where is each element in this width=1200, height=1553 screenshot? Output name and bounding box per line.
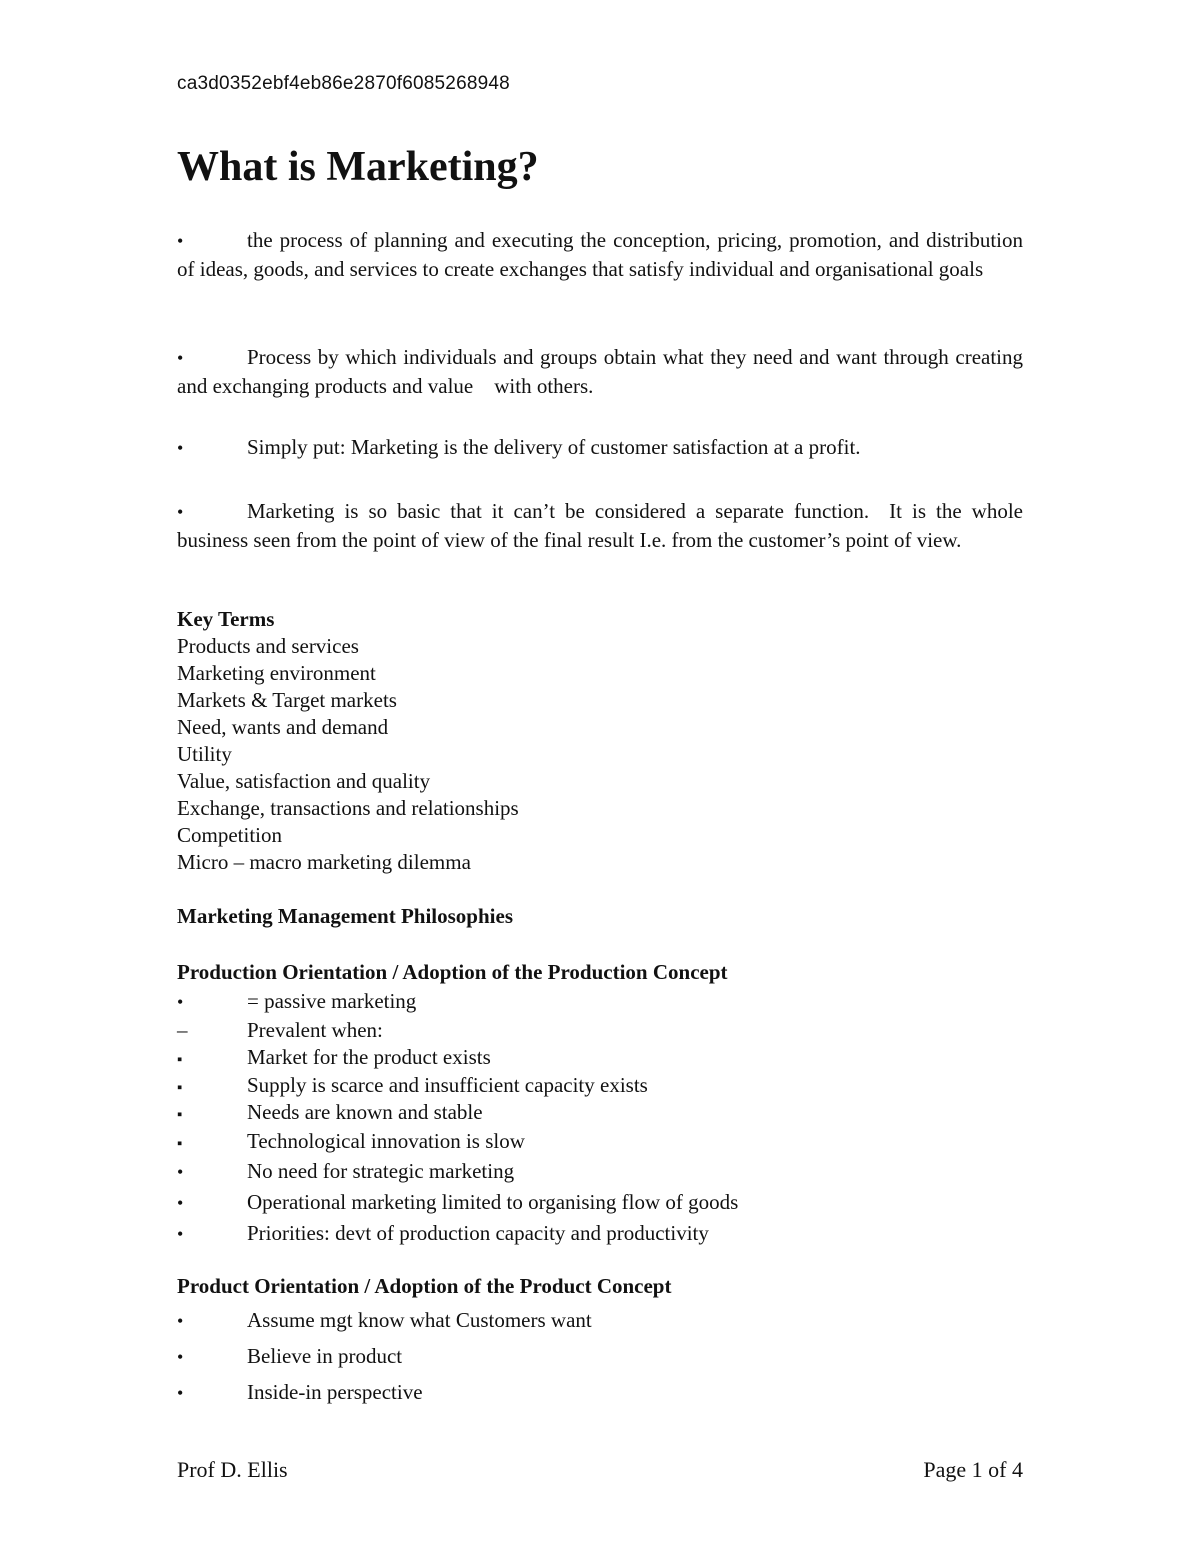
key-term-item: Products and services — [177, 634, 359, 658]
key-terms-heading: Key Terms — [177, 607, 275, 631]
list-item — [177, 1302, 1023, 1338]
dash-icon: – — [177, 1018, 188, 1042]
bullet-icon: • — [177, 348, 184, 368]
bullet-icon: • — [177, 502, 184, 522]
product-orientation-heading: Product Orientation / Adoption of the Product Concept — [177, 1274, 672, 1298]
production-orientation-section — [177, 959, 1023, 1249]
list-item-text: Needs are known and stable — [247, 1100, 483, 1124]
list-item-text: Technological innovation is slow — [247, 1129, 525, 1153]
key-term-item: Need, wants and demand — [177, 715, 389, 739]
key-terms-section — [177, 606, 1023, 876]
definition-text: Marketing is so basic that it can’t be considered a separate function. It is the whole business seen from the point of view of the final result I.e. from the customer’s point of view. — [177, 499, 1029, 552]
philosophies-heading: Marketing Management Philosophies — [177, 904, 513, 928]
footer-author: Prof D. Ellis — [177, 1457, 288, 1482]
list-item-text: Inside-in perspective — [247, 1380, 423, 1404]
list-item — [177, 1071, 1023, 1099]
key-term-item: Competition — [177, 823, 282, 847]
bullet-icon: • — [177, 231, 184, 251]
definition-paragraph — [177, 226, 1023, 283]
definition-text: Simply put: Marketing is the delivery of customer satisfaction at a profit. — [247, 435, 861, 459]
list-item — [177, 1218, 1023, 1249]
definition-text: the process of planning and executing the conception, pricing, promotion, and distribution of ideas, goods, and services to create exchanges that satisfy individual and organisational goals — [177, 228, 1023, 281]
list-item — [177, 1338, 1023, 1374]
key-term-item: Marketing environment — [177, 661, 376, 685]
definition-paragraph — [177, 433, 1023, 462]
key-term-item: Exchange, transactions and relationships — [177, 796, 519, 820]
page-title: What is Marketing? — [177, 144, 539, 190]
key-term-item: Utility — [177, 742, 232, 766]
bullet-icon: • — [177, 1383, 184, 1403]
list-item-text: Prevalent when: — [247, 1018, 383, 1042]
bullet-icon: • — [177, 1193, 184, 1213]
production-orientation-heading: Production Orientation / Adoption of the Production Concept — [177, 960, 728, 984]
document-id: ca3d0352ebf4eb86e2870f6085268948 — [177, 73, 510, 94]
square-bullet-icon: ▪ — [177, 1080, 183, 1096]
list-item-text: No need for strategic marketing — [247, 1159, 515, 1183]
philosophies-section — [177, 903, 1023, 930]
key-term-item: Value, satisfaction and quality — [177, 769, 431, 793]
square-bullet-icon: ▪ — [177, 1052, 183, 1068]
definition-paragraph — [177, 343, 1029, 400]
list-item-text: Assume mgt know what Customers want — [247, 1308, 592, 1332]
list-item-text: Operational marketing limited to organising flow of goods — [247, 1190, 739, 1214]
list-item-text: = passive marketing — [247, 989, 417, 1013]
footer-page-number: Page 1 of 4 — [923, 1457, 1023, 1482]
definition-paragraph — [177, 497, 1029, 554]
bullet-icon: • — [177, 1224, 184, 1244]
list-item — [177, 1187, 1023, 1218]
bullet-icon: • — [177, 1311, 184, 1331]
square-bullet-icon: ▪ — [177, 1107, 183, 1123]
key-term-item: Markets & Target markets — [177, 688, 397, 712]
list-item — [177, 1017, 1023, 1044]
bullet-icon: • — [177, 1347, 184, 1367]
list-item — [177, 1099, 1023, 1126]
list-item — [177, 1126, 1023, 1156]
bullet-icon: • — [177, 992, 184, 1012]
product-orientation-section — [177, 1273, 1023, 1410]
list-item — [177, 1156, 1023, 1187]
list-item — [177, 1044, 1023, 1071]
bullet-icon: • — [177, 438, 184, 458]
definition-text: Process by which individuals and groups obtain what they need and want through creating and exchanging products and value with others. — [177, 345, 1029, 398]
list-item-text: Market for the product exists — [247, 1045, 491, 1069]
square-bullet-icon: ▪ — [177, 1136, 183, 1152]
list-item-text: Priorities: devt of production capacity and productivity — [247, 1221, 709, 1245]
list-item — [177, 986, 1023, 1017]
list-item-text: Believe in product — [247, 1344, 403, 1368]
key-term-item: Micro – macro marketing dilemma — [177, 850, 471, 874]
list-item-text: Supply is scarce and insufficient capacity exists — [247, 1073, 648, 1097]
list-item — [177, 1374, 1023, 1410]
bullet-icon: • — [177, 1162, 184, 1182]
